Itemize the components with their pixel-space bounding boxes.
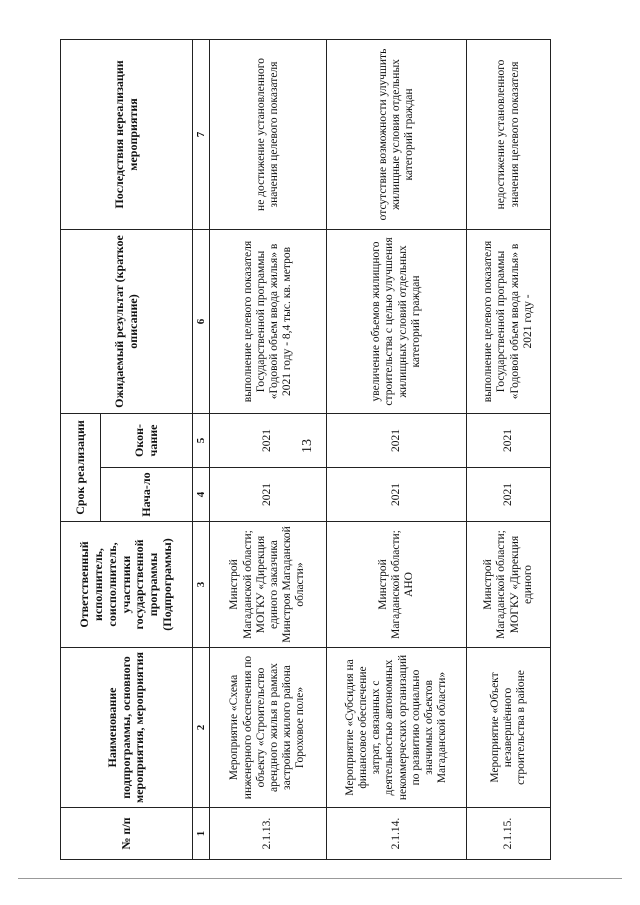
row-start: 2021 xyxy=(467,468,551,522)
header-consequence: Последствия нереализации мероприятия xyxy=(61,39,193,229)
row-consequence: недостижение установленного значения целевого показателя xyxy=(467,39,551,229)
row-name: Мероприятие «Субсидия на финансовое обеспечение затрат, связанных с деятельностью автономных некоммерческих организаций по развитию социально значимых объектов Магаданской области» xyxy=(327,648,467,808)
row-end: 2021 xyxy=(327,413,467,467)
scan-edge-line xyxy=(18,878,622,879)
table-row xyxy=(327,39,467,859)
row-result: увеличение объемов жилищного строительства с целью улучшения жилищных условий отдельных категорий граждан xyxy=(327,229,467,413)
header-responsible: Ответственный исполнитель, соисполнитель, участники государственной программы (Подпрограммы) xyxy=(61,522,193,648)
column-number: 7 xyxy=(193,39,210,229)
column-number-row xyxy=(193,39,210,859)
row-start: 2021 xyxy=(327,468,467,522)
row-result: выполнение целевого показателя Государственной программы «Годовой объем ввода жилья» в 2021 году - 8,4 тыс. кв. метров xyxy=(210,229,327,413)
row-end: 2021 xyxy=(210,413,327,467)
row-responsible: Минстрой Магаданской области; МОГКУ «Дирекция единого xyxy=(467,522,551,648)
document-table-rotated xyxy=(60,40,549,860)
column-number: 4 xyxy=(193,468,210,522)
header-result: Ожидаемый результат (краткое описание) xyxy=(61,229,193,413)
row-start: 2021 xyxy=(210,468,327,522)
row-num: 2.1.13. xyxy=(210,808,327,860)
measures-table xyxy=(60,39,551,860)
header-period: Срок реализации xyxy=(61,413,101,521)
header-num: № п/п xyxy=(61,808,193,860)
row-responsible: Минстрой Магаданской области; АНО xyxy=(327,522,467,648)
header-name: Наименование подпрограммы, основного мероприятия, мероприятия xyxy=(61,648,193,808)
row-consequence: не достижение установленного значения целевого показателя xyxy=(210,39,327,229)
column-number: 5 xyxy=(193,413,210,467)
row-result: выполнение целевого показателя Государственной программы «Годовой объем ввода жилья» в 2021 году - xyxy=(467,229,551,413)
header-row-1 xyxy=(61,39,101,859)
row-name: Мероприятие «Объект незавершённого строительства в районе xyxy=(467,648,551,808)
row-responsible: Минстрой Магаданской области; МОГКУ «Дирекция единого заказчика Минстроя Магаданской области» xyxy=(210,522,327,648)
table-row xyxy=(210,39,327,859)
column-number: 6 xyxy=(193,229,210,413)
header-end: Окон-чание xyxy=(101,413,193,467)
row-name: Мероприятие «Схема инженерного обеспечения по объекту «Строительство арендного жилья в рамках застройки жилого района Гороховое поле» xyxy=(210,648,327,808)
column-number: 3 xyxy=(193,522,210,648)
row-num: 2.1.14. xyxy=(327,808,467,860)
column-number: 1 xyxy=(193,808,210,860)
row-num: 2.1.15. xyxy=(467,808,551,860)
header-start: Нача-ло xyxy=(101,468,193,522)
page-number: 13 xyxy=(300,439,315,453)
table-row xyxy=(467,39,551,859)
row-consequence: отсутствие возможности улучшить жилищные условия отдельных категорий граждан xyxy=(327,39,467,229)
row-end: 2021 xyxy=(467,413,551,467)
column-number: 2 xyxy=(193,648,210,808)
